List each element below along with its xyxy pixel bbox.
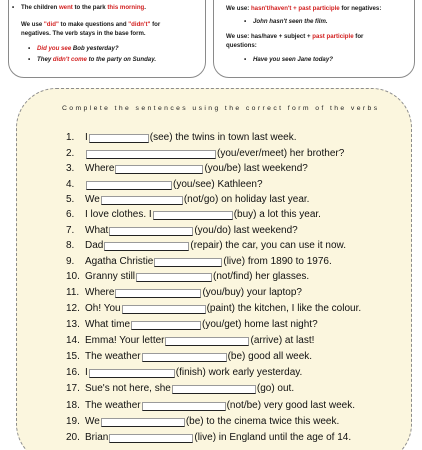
sentence-suffix: (buy) a lot this year. [233, 209, 321, 220]
past-simple-rules-panel [8, 0, 206, 78]
sentence-suffix: (be) to the cinema twice this week. [185, 416, 340, 427]
answer-blank[interactable] [122, 305, 206, 314]
answer-blank[interactable] [115, 289, 201, 298]
exercise-sentence [66, 333, 314, 348]
sentence-number: 10. [66, 271, 80, 282]
answer-blank[interactable] [172, 385, 256, 394]
sentence-prefix: I [85, 132, 88, 143]
sentence-number: 5. [66, 194, 75, 205]
sentence-number: 1. [66, 132, 75, 143]
present-perfect-rules-panel [213, 0, 415, 78]
answer-blank[interactable] [154, 258, 222, 267]
exercise-sentence [66, 207, 321, 222]
sentence-suffix: (not/go) on holiday last year. [183, 194, 310, 205]
example-highlight: didn't come [52, 56, 87, 63]
sentence-prefix: Where [85, 287, 115, 298]
sentence-number: 16. [66, 367, 80, 378]
rule-text: for [150, 21, 161, 28]
rule-highlight: past participle [312, 33, 354, 40]
answer-blank[interactable] [109, 434, 193, 443]
rule-text: to make questions and [58, 21, 129, 28]
answer-blank[interactable] [115, 165, 203, 174]
sentence-number: 19. [66, 416, 80, 427]
rule-text: We use: [226, 5, 251, 12]
rule-highlight: this morning [107, 4, 145, 11]
sentence-number: 8. [66, 240, 75, 251]
exercise-instruction: Complete the sentences using the correct form of the verbs [62, 105, 380, 112]
sentence-number: 6. [66, 209, 75, 220]
answer-blank[interactable] [153, 211, 233, 220]
example-line: • John hasn't seen the film. [253, 18, 328, 26]
sentence-prefix: We [85, 416, 100, 427]
example-line [37, 45, 119, 53]
rule-text: We use: has/have + subject + [226, 33, 313, 40]
sentence-suffix: (arrive) at last! [250, 335, 315, 346]
exercise-sentence [66, 301, 361, 316]
rule-line: questions: [226, 42, 257, 49]
rule-line [21, 4, 146, 12]
sentence-prefix: Dad [85, 240, 104, 251]
exercise-sentence [66, 146, 344, 161]
sentence-suffix: (repair) the car, you can use it now. [190, 240, 346, 251]
rule-highlight: "didn't" [128, 21, 151, 28]
sentence-prefix: Emma! Your letter [85, 335, 165, 346]
sentence-number: 18. [66, 400, 80, 411]
sentence-number: 3. [66, 163, 75, 174]
sentence-suffix: (you/ever/meet) her brother? [217, 148, 345, 159]
rule-text: for negatives: [339, 5, 382, 12]
sentence-suffix: (see) the twins in town last week. [149, 132, 297, 143]
sentence-prefix: The weather [85, 351, 141, 362]
sentence-prefix: I love clothes. I [85, 209, 152, 220]
answer-blank[interactable] [89, 134, 149, 143]
sentence-prefix: We [85, 194, 100, 205]
sentence-prefix: I [85, 367, 88, 378]
sentence-number: 13. [66, 319, 80, 330]
exercise-sentence [66, 381, 294, 396]
rule-highlight: "did" [43, 21, 59, 28]
sentence-suffix: (finish) work early yesterday. [175, 367, 303, 378]
sentence-number: 4. [66, 179, 75, 190]
exercise-sentence [66, 285, 302, 300]
rule-text: for [353, 33, 364, 40]
sentence-suffix: (you/see) Kathleen? [173, 179, 263, 190]
rule-highlight: went [58, 4, 73, 11]
sentence-number: 12. [66, 303, 80, 314]
sentence-suffix: (live) in England until the age of 14. [194, 432, 352, 443]
sentence-number: 2. [66, 148, 75, 159]
rule-text: We use [21, 21, 44, 28]
sentence-prefix: What [85, 225, 109, 236]
answer-blank[interactable] [109, 227, 193, 236]
exercise-sentence [66, 223, 298, 238]
exercise-sentence [66, 430, 351, 445]
sentence-suffix: (you/buy) your laptop? [202, 287, 302, 298]
example-line: • Have you seen Jane today? [253, 56, 333, 64]
rule-text: . [144, 4, 146, 11]
sentence-number: 9. [66, 256, 75, 267]
exercise-sentence [66, 238, 346, 253]
rule-line [226, 5, 381, 13]
exercise-sentence [66, 414, 339, 429]
exercise-sentence [66, 365, 302, 380]
answer-blank[interactable] [104, 242, 189, 251]
sentence-suffix: (live) from 1890 to 1976. [223, 256, 332, 267]
exercise-sentence [66, 177, 263, 192]
answer-blank[interactable] [142, 402, 226, 411]
answer-blank[interactable] [86, 150, 216, 159]
sentence-suffix: (you/do) last weekend? [194, 225, 298, 236]
exercise-sentence [66, 269, 309, 284]
answer-blank[interactable] [101, 418, 185, 427]
rule-text: The children [21, 4, 59, 11]
sentence-prefix: What time [85, 319, 131, 330]
example-text: They [37, 56, 53, 63]
rule-text: to the park [72, 4, 108, 11]
sentence-number: 17. [66, 383, 80, 394]
exercise-sentence [66, 398, 355, 413]
sentence-suffix: (you/be) last weekend? [204, 163, 308, 174]
answer-blank[interactable] [89, 369, 175, 378]
sentence-prefix: Oh! You [85, 303, 121, 314]
sentence-prefix: Brian [85, 432, 109, 443]
sentence-prefix: Granny still [85, 271, 136, 282]
sentence-suffix: (not/be) very good last week. [226, 400, 355, 411]
rule-line: negatives. The verb stays in the base form. [21, 30, 146, 37]
example-line [37, 56, 156, 64]
answer-blank[interactable] [142, 353, 227, 362]
answer-blank[interactable] [101, 196, 183, 205]
example-text: Bob yesterday? [71, 45, 119, 52]
rule-line [226, 33, 363, 41]
example-text: to the party on Sunday. [86, 56, 157, 63]
answer-blank[interactable] [86, 181, 172, 190]
exercise-sentence [66, 317, 318, 332]
sentence-number: 11. [66, 287, 80, 298]
sentence-suffix: (be) good all week. [227, 351, 313, 362]
exercise-sentence [66, 349, 312, 364]
sentence-suffix: (go) out. [256, 383, 295, 394]
exercise-sentence [66, 254, 332, 269]
answer-blank[interactable] [165, 337, 249, 346]
sentence-suffix: (not/find) her glasses. [213, 271, 310, 282]
example-highlight: Did you see [37, 45, 72, 52]
sentence-prefix: Agatha Christie [85, 256, 154, 267]
sentence-number: 15. [66, 351, 80, 362]
sentence-number: 20. [66, 432, 80, 443]
answer-blank[interactable] [136, 273, 212, 282]
sentence-number: 14. [66, 335, 80, 346]
sentence-prefix: Where [85, 163, 115, 174]
sentence-prefix: The weather [85, 400, 141, 411]
sentence-number: 7. [66, 225, 75, 236]
exercise-sentence [66, 161, 308, 176]
rule-highlight: hasn't/haven't + past participle [250, 5, 340, 12]
exercise-sentence [66, 192, 309, 207]
rule-line [21, 21, 160, 29]
exercise-sentence [66, 130, 297, 145]
answer-blank[interactable] [131, 321, 201, 330]
sentence-prefix: Sue's not here, she [85, 383, 171, 394]
sentence-suffix: (you/get) home last night? [202, 319, 318, 330]
sentence-suffix: (paint) the kitchen, I like the colour. [206, 303, 362, 314]
